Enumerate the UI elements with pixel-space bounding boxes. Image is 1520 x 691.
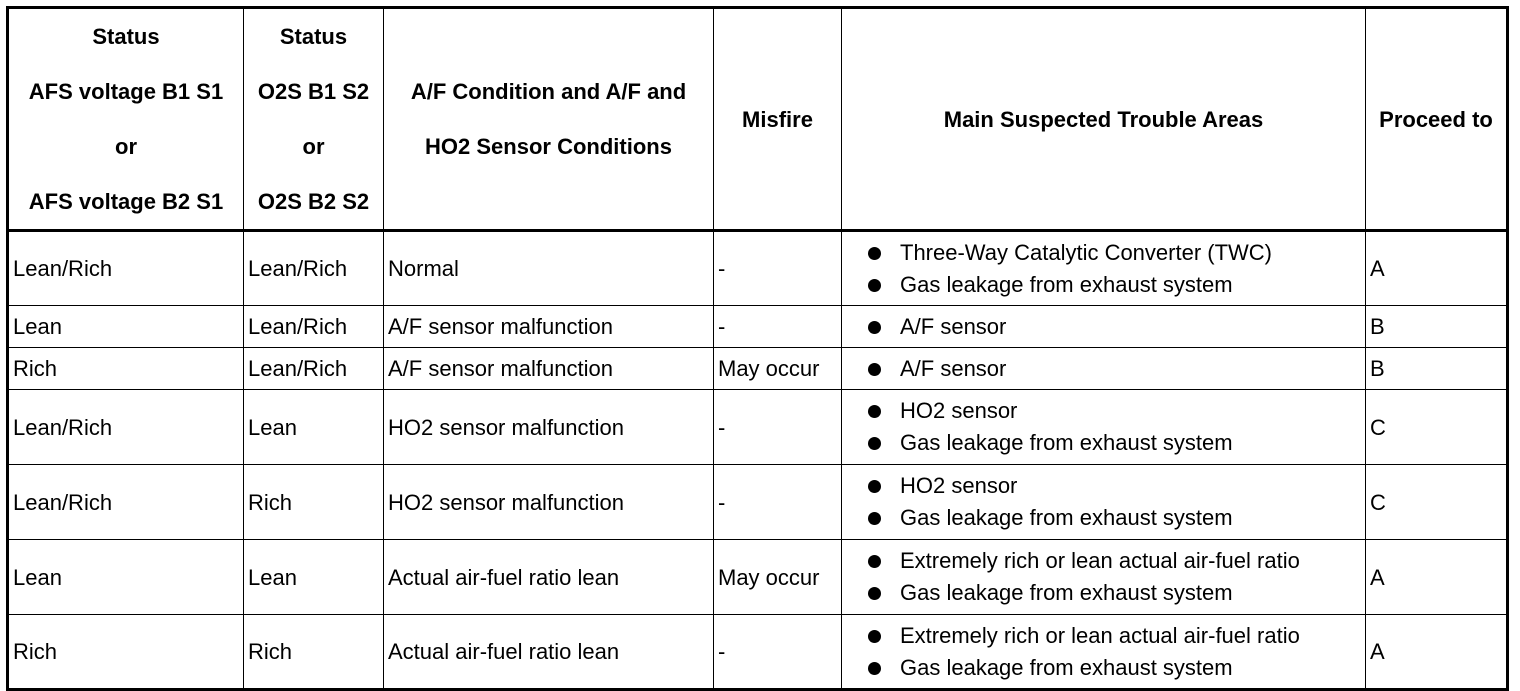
document-page xyxy=(6,6,1509,691)
trouble-area-list xyxy=(846,395,1361,459)
cell-o2s-status: Rich xyxy=(244,465,384,540)
cell-condition: A/F sensor malfunction xyxy=(384,348,714,390)
trouble-area-item: Gas leakage from exhaust system xyxy=(868,269,1361,301)
cell-misfire: - xyxy=(714,231,842,306)
table-row xyxy=(8,465,1508,540)
cell-misfire: - xyxy=(714,390,842,465)
header-af-condition: A/F Condition and A/F and HO2 Sensor Conditions xyxy=(384,8,714,231)
header-trouble-areas: Main Suspected Trouble Areas xyxy=(842,8,1366,231)
table-header xyxy=(8,8,1508,231)
header-misfire: Misfire xyxy=(714,8,842,231)
cell-trouble-areas xyxy=(842,390,1366,465)
table-body xyxy=(8,231,1508,690)
cell-trouble-areas xyxy=(842,540,1366,615)
cell-condition: HO2 sensor malfunction xyxy=(384,465,714,540)
cell-o2s-status: Lean/Rich xyxy=(244,231,384,306)
trouble-area-item: A/F sensor xyxy=(868,353,1361,385)
table-row xyxy=(8,306,1508,348)
cell-proceed: A xyxy=(1366,540,1508,615)
table-row xyxy=(8,540,1508,615)
cell-trouble-areas xyxy=(842,615,1366,690)
cell-proceed: B xyxy=(1366,306,1508,348)
trouble-area-list xyxy=(846,237,1361,301)
cell-misfire: May occur xyxy=(714,540,842,615)
cell-o2s-status: Lean xyxy=(244,540,384,615)
trouble-area-item: Three-Way Catalytic Converter (TWC) xyxy=(868,237,1361,269)
cell-trouble-areas xyxy=(842,231,1366,306)
cell-o2s-status: Lean/Rich xyxy=(244,306,384,348)
trouble-area-item: Gas leakage from exhaust system xyxy=(868,427,1361,459)
trouble-area-list xyxy=(846,545,1361,609)
cell-misfire: May occur xyxy=(714,348,842,390)
header-proceed-to: Proceed to xyxy=(1366,8,1508,231)
cell-condition: HO2 sensor malfunction xyxy=(384,390,714,465)
trouble-area-list xyxy=(846,353,1361,385)
cell-proceed: A xyxy=(1366,231,1508,306)
cell-trouble-areas xyxy=(842,306,1366,348)
trouble-area-item: Gas leakage from exhaust system xyxy=(868,502,1361,534)
cell-misfire: - xyxy=(714,465,842,540)
cell-condition: A/F sensor malfunction xyxy=(384,306,714,348)
cell-afs-status: Lean/Rich xyxy=(8,390,244,465)
trouble-area-item: Extremely rich or lean actual air-fuel ratio xyxy=(868,620,1361,652)
trouble-area-item: Extremely rich or lean actual air-fuel ratio xyxy=(868,545,1361,577)
cell-proceed: C xyxy=(1366,390,1508,465)
trouble-area-item: HO2 sensor xyxy=(868,470,1361,502)
cell-condition: Actual air-fuel ratio lean xyxy=(384,540,714,615)
cell-o2s-status: Rich xyxy=(244,615,384,690)
trouble-area-list xyxy=(846,620,1361,684)
cell-afs-status: Lean xyxy=(8,540,244,615)
cell-trouble-areas xyxy=(842,465,1366,540)
trouble-area-item: Gas leakage from exhaust system xyxy=(868,652,1361,684)
cell-afs-status: Rich xyxy=(8,615,244,690)
trouble-area-item: A/F sensor xyxy=(868,311,1361,343)
cell-afs-status: Lean/Rich xyxy=(8,465,244,540)
cell-proceed: A xyxy=(1366,615,1508,690)
cell-afs-status: Lean/Rich xyxy=(8,231,244,306)
cell-misfire: - xyxy=(714,306,842,348)
cell-o2s-status: Lean xyxy=(244,390,384,465)
cell-afs-status: Lean xyxy=(8,306,244,348)
cell-condition: Actual air-fuel ratio lean xyxy=(384,615,714,690)
table-row xyxy=(8,348,1508,390)
cell-proceed: B xyxy=(1366,348,1508,390)
table-row xyxy=(8,231,1508,306)
cell-misfire: - xyxy=(714,615,842,690)
table-row xyxy=(8,390,1508,465)
cell-proceed: C xyxy=(1366,465,1508,540)
trouble-area-list xyxy=(846,470,1361,534)
trouble-area-item: HO2 sensor xyxy=(868,395,1361,427)
trouble-area-item: Gas leakage from exhaust system xyxy=(868,577,1361,609)
trouble-area-table xyxy=(6,6,1509,691)
table-row xyxy=(8,615,1508,690)
cell-trouble-areas xyxy=(842,348,1366,390)
trouble-area-list xyxy=(846,311,1361,343)
cell-o2s-status: Lean/Rich xyxy=(244,348,384,390)
header-afs-voltage: Status AFS voltage B1 S1 or AFS voltage B2 S1 xyxy=(8,8,244,231)
cell-condition: Normal xyxy=(384,231,714,306)
cell-afs-status: Rich xyxy=(8,348,244,390)
header-o2s-status: Status O2S B1 S2 or O2S B2 S2 xyxy=(244,8,384,231)
